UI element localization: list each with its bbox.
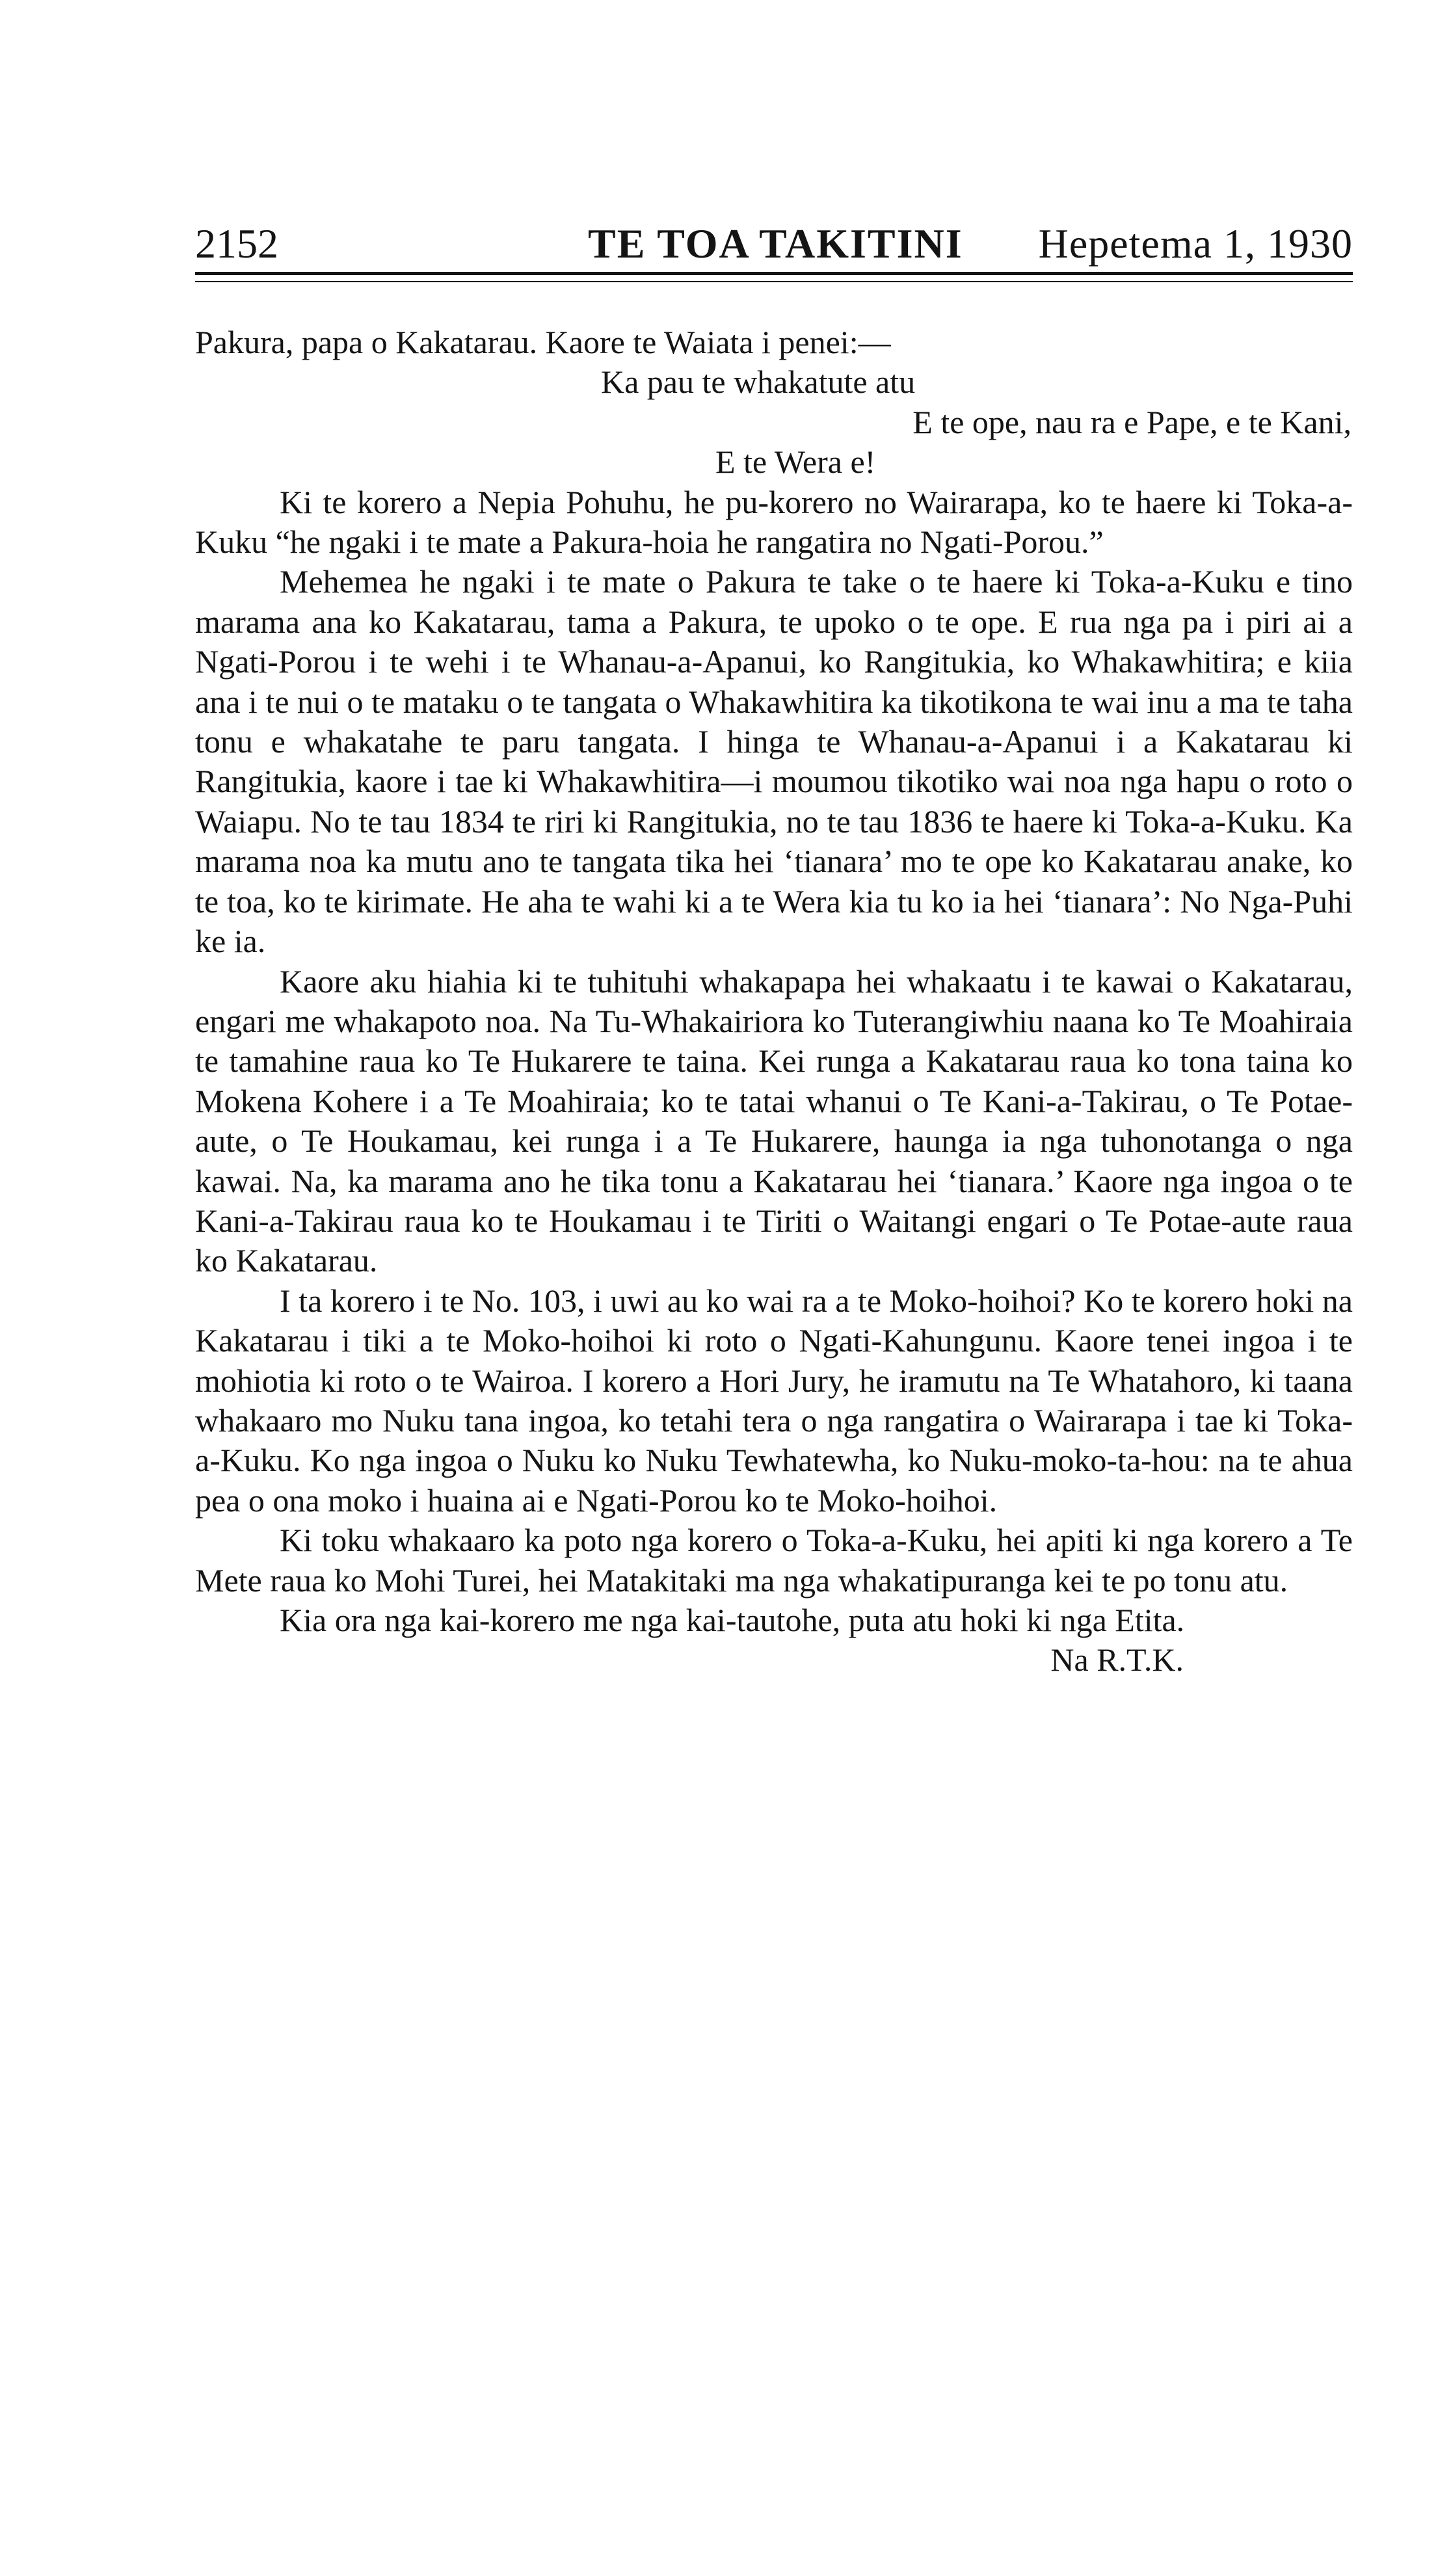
verse-line-1: Ka pau te whakatute atu [601, 364, 916, 401]
paragraph-5: I ta korero i te No. 103, i uwi au ko wai ra a te Moko-hoihoi? Ko te korero hoki na Kakatarau i tiki a te Moko-hoihoi ki roto o Ngati-Kahungunu. Kaore tenei ingoa i te mohiotia ki roto o te Wairoa. I korero a Hori Jury, he iramutu na Te Whatahoro, ki taana whakaaro mo Nuku tana ingoa, ko tetahi tera o nga rangatira o Wairarapa i tae ki Toka-a-Kuku. Ko nga ingoa o Nuku ko Nuku Tewhatewha, ko Nuku-moko-ta-hou: na te ahua pea o ona moko i huaina ai e Ngati-Porou ko te Moko-hoihoi. [195, 1282, 1353, 1519]
page-header [195, 215, 1353, 273]
waiata-verse [195, 362, 1353, 482]
paragraph-6: Ki toku whakaaro ka poto nga korero o Toka-a-Kuku, hei apiti ki nga korero a Te Mete raua ko Mohi Turei, hei Matakitaki ma nga whakatipuranga kei te po tonu atu. [195, 1522, 1353, 1599]
page-number: 2152 [195, 220, 278, 267]
header-rule [195, 272, 1353, 275]
paragraph-1: Pakura, papa o Kakatarau. Kaore te Waiata i penei:— [195, 324, 891, 360]
article-body [195, 323, 1353, 1680]
paragraph-3: Mehemea he ngaki i te mate o Pakura te take o te haere ki Toka-a-Kuku e tino marama ana ko Kakatarau, tama a Pakura, te upoko o te ope. E rua nga pa i piri ai a Ngati-Porou i te wehi i te Whanau-a-Apanui, ko Rangitukia, ko Whakawhitira; e kiia ana i te nui o te mataku o te tangata o Whakawhitira ka tikotikona te wai inu a ma te taha tonu e whakatahe te paru tangata. I hinga te Whanau-a-Apanui i a Kakatarau ki Rangitukia, kaore i tae ki Whakawhitira—i moumou tikotiko wai noa nga hapu o roto o Waiapu. No te tau 1834 te riri ki Rangitukia, no te tau 1836 te haere ki Toka-a-Kuku. Ka marama noa ka mutu ano te tangata tika hei ‘tianara’ mo te ope ko Kakatarau anake, ko te toa, ko te kirimate. He aha te wahi ki a te Wera kia tu ko ia hei ‘tianara’: No Nga-Puhi ke ia. [195, 563, 1353, 960]
journal-title: TE TOA TAKITINI [588, 220, 963, 267]
header-rule-thin [195, 281, 1353, 282]
verse-line-3: E te Wera e! [715, 444, 876, 481]
paragraph-4: Kaore aku hiahia ki te tuhituhi whakapapa hei whakaatu i te kawai o Kakatarau, engari me whakapoto noa. Na Tu-Whakairiora ko Tuterangiwhiu naana ko Te Moahiraia te tamahine raua ko Te Hukarere te taina. Kei runga a Kakatarau raua ko tona taina ko Mokena Kohere i a Te Moahiraia; ko te tatai whanui o Te Kani-a-Takirau, o Te Potae-aute, o Te Houkamau, kei runga i a Te Hukarere, haunga ia nga tuhonotanga o nga kawai. Na, ka marama ano he tika tonu a Kakatarau hei ‘tianara.’ Kaore nga ingoa o te Kani-a-Takirau raua ko te Houkamau i te Tiriti o Waitangi engari o Te Potae-aute raua ko Kakatarau. [195, 963, 1353, 1279]
author-signature: Na R.T.K. [1050, 1641, 1184, 1679]
issue-date: Hepetema 1, 1930 [1038, 220, 1353, 267]
verse-line-2: E te ope, nau ra e Pape, e te Kani, [912, 403, 1351, 440]
signoff [195, 1640, 1353, 1680]
paragraph-2: Ki te korero a Nepia Pohuhu, he pu-korero no Wairarapa, ko te haere ki Toka-a-Kuku “he ngaki i te mate a Pakura-hoia he rangatira no Ngati-Porou.” [195, 483, 1353, 561]
paragraph-7: Kia ora nga kai-korero me nga kai-tautohe, puta atu hoki ki nga Etita. [280, 1602, 1185, 1638]
